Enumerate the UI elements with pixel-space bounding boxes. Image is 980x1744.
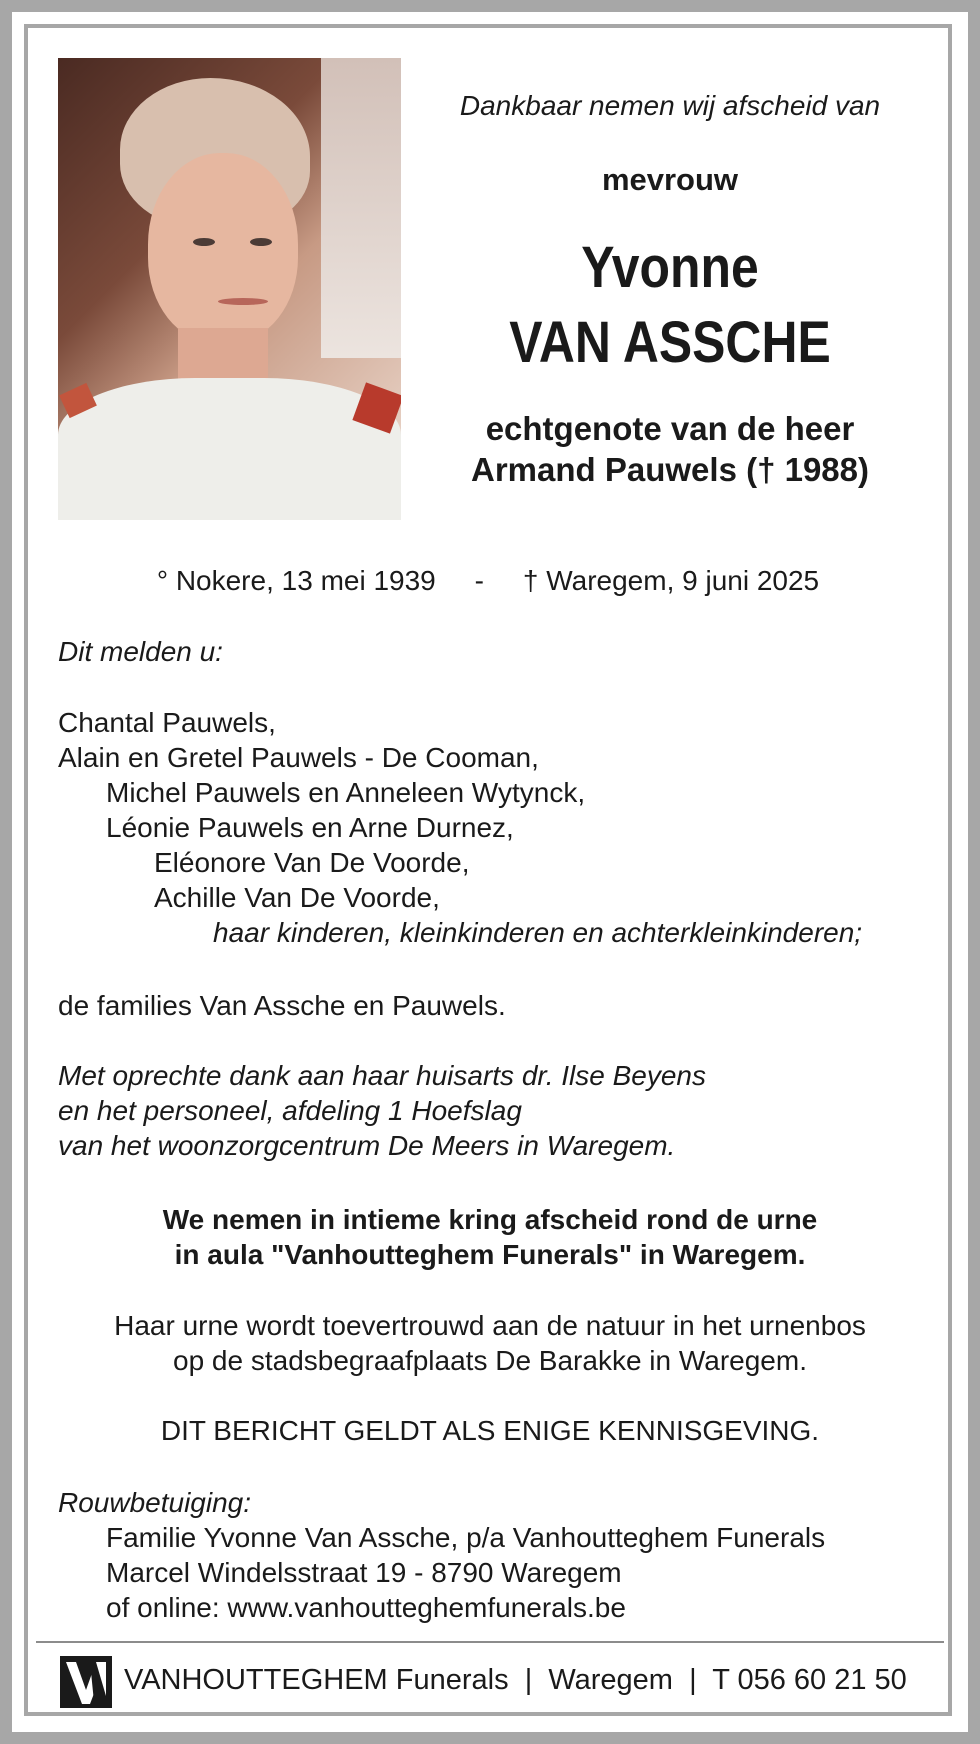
spouse-line-1: echtgenote van de heer — [485, 410, 855, 447]
family-relation: haar kinderen, kleinkinderen en achterkleinkinderen; — [213, 917, 863, 948]
family-member: Achille Van De Voorde, — [154, 882, 440, 913]
thanks-line: en het personeel, afdeling 1 Hoefslag — [58, 1095, 522, 1126]
last-name: VAN ASSCHE — [509, 310, 831, 375]
urn-block — [50, 1308, 930, 1378]
ceremony-line: in aula "Vanhoutteghem Funerals" in Waregem. — [174, 1239, 806, 1270]
vanhoutteghem-logo-icon — [60, 1656, 112, 1708]
intro-text: Dankbaar nemen wij afscheid van — [459, 90, 881, 121]
life-dates — [58, 565, 918, 597]
family-member: Eléonore Van De Voorde, — [154, 847, 470, 878]
footer-divider — [36, 1641, 944, 1643]
ceremony-block — [50, 1202, 930, 1272]
thanks-line: Met oprechte dank aan haar huisarts dr. Ilse Beyens — [58, 1060, 706, 1091]
condolence-line: Familie Yvonne Van Assche, p/a Vanhoutteghem Funerals — [106, 1522, 826, 1553]
date-separator: - — [474, 565, 484, 596]
spouse-line-2: Armand Pauwels († 1988) — [471, 451, 869, 488]
family-list — [58, 705, 938, 950]
birth-date: ° Nokere, 13 mei 1939 — [156, 565, 436, 596]
condolence-label: Rouwbetuiging: — [58, 1487, 252, 1518]
urn-line: Haar urne wordt toevertrouwd aan de natuur in het urnenbos — [114, 1310, 866, 1341]
condolence-line: Marcel Windelsstraat 19 - 8790 Waregem — [106, 1557, 622, 1588]
ceremony-line: We nemen in intieme kring afscheid rond de urne — [162, 1204, 818, 1235]
families-line: de families Van Assche en Pauwels. — [58, 990, 506, 1021]
portrait-photo — [58, 58, 401, 520]
family-member: Michel Pauwels en Anneleen Wytynck, — [106, 777, 586, 808]
first-name: Yvonne — [581, 235, 759, 300]
announcers-intro: Dit melden u: — [58, 636, 223, 667]
notice: DIT BERICHT GELDT ALS ENIGE KENNISGEVING. — [160, 1415, 820, 1446]
thanks-line: van het woonzorgcentrum De Meers in Waregem. — [58, 1130, 676, 1161]
condolence-block — [58, 1485, 938, 1625]
family-member: Chantal Pauwels, — [58, 707, 276, 738]
thanks-block — [58, 1058, 938, 1163]
honorific: mevrouw — [601, 162, 739, 197]
spouse-info — [430, 408, 910, 490]
urn-line: op de stadsbegraafplaats De Barakke in Waregem. — [173, 1345, 807, 1376]
family-member: Léonie Pauwels en Arne Durnez, — [106, 812, 514, 843]
death-date: † Waregem, 9 juni 2025 — [522, 565, 820, 596]
footer-contact: VANHOUTTEGHEM Funerals | Waregem | T 056 60 21 50 — [124, 1664, 907, 1696]
family-member: Alain en Gretel Pauwels - De Cooman, — [58, 742, 539, 773]
condolence-website[interactable]: of online: www.vanhoutteghemfunerals.be — [106, 1592, 626, 1623]
